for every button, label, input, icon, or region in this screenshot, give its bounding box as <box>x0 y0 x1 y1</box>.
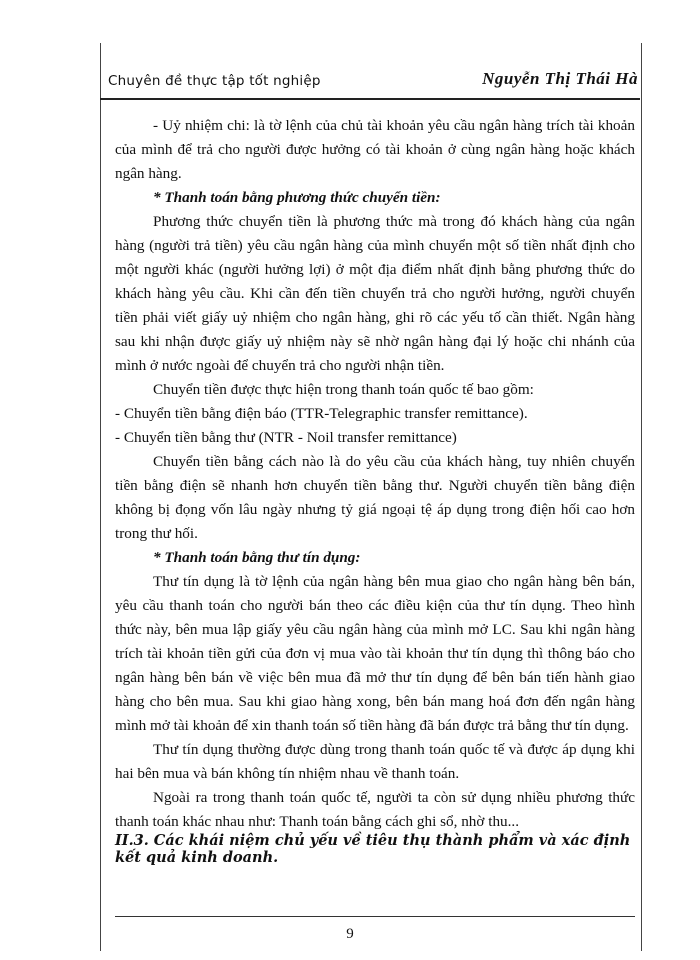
paragraph-remittance-types: Chuyển tiền được thực hiện trong thanh toán quốc tế bao gồm: <box>153 381 534 398</box>
header-title: Chuyên đề thực tập tốt nghiệp <box>108 73 321 89</box>
subheading-remittance: * Thanh toán bằng phương thức chuyển tiền: <box>153 189 441 206</box>
page-number: 9 <box>346 926 354 942</box>
document-body <box>115 114 635 834</box>
header-author: Nguyễn Thị Thái Hà <box>482 69 638 88</box>
paragraph-remittance-definition: Phương thức chuyển tiền là phương thức mà trong đó khách hàng của ngân hàng (người trả tiền) yêu cầu ngân hàng của mình chuyển một số tiền nhất định cho một người khác (người hưởng lợi) ở một địa điểm nhất định bằng phương thức do khách hàng yêu cầu. Khi cần đến tiền chuyển trả cho người hưởng, người chuyển tiền phải viết giấy uỷ nhiệm cho ngân hàng, ghi rõ các yếu tố cần thiết. Ngân hàng sau khi nhận được giấy uỷ nhiệm này sẽ nhờ ngân hàng đại lý hoặc chi nhánh của mình ở nước ngoài để chuyển trả cho người nhận tiền. <box>115 213 635 374</box>
paragraph-letter-of-credit-usage: Thư tín dụng thường được dùng trong thanh toán quốc tế và được áp dụng khi hai bên mua và bán không tín nhiệm nhau về thanh toán. <box>115 741 635 782</box>
paragraph-other-methods: Ngoài ra trong thanh toán quốc tế, người ta còn sử dụng nhiều phương thức thanh toán khác nhau như: Thanh toán bằng cách ghi sổ, nhờ thu... <box>115 789 635 830</box>
section-heading: II.3. Các khái niệm chủ yếu về tiêu thụ thành phẩm và xác định kết quả kinh doanh. <box>115 832 631 866</box>
footer-divider <box>115 916 635 917</box>
list-item-ttr: - Chuyển tiền bằng điện báo (TTR-Telegraphic transfer remittance). <box>115 405 528 422</box>
paragraph-remittance-comparison: Chuyển tiền bằng cách nào là do yêu cầu của khách hàng, tuy nhiên chuyển tiền bằng điện sẽ nhanh hơn chuyển tiền bằng thư. Người chuyển tiền bằng điện không bị đọng vốn lâu ngày nhưng tỷ giá ngoại tệ áp dụng trong điện hối cao hơn trong thư hối. <box>115 453 635 542</box>
paragraph-letter-of-credit: Thư tín dụng là tờ lệnh của ngân hàng bên mua giao cho ngân hàng bên bán, yêu cầu thanh toán cho người bán theo các điều kiện của thư tín dụng. Theo hình thức này, bên mua lập giấy yêu cầu ngân hàng của mình mở LC. Sau khi ngân hàng trích tài khoản tiền gửi của đơn vị mua vào tài khoản thư tín dụng thì thông báo cho ngân hàng bên bán về việc bên mua đã mở thư tín dụng để bên bán tiến hành giao hàng cho bên mua. Sau khi giao hàng xong, bên bán mang hoá đơn đến ngân hàng mình mở tài khoản để xin thanh toán số tiền hàng đã bán được trả bằng thư tín dụng. <box>115 573 635 734</box>
subheading-letter-of-credit: * Thanh toán bằng thư tín dụng: <box>153 549 361 566</box>
paragraph-payment-order: - Uỷ nhiệm chi: là tờ lệnh của chủ tài khoản yêu cầu ngân hàng trích tài khoản của mình để trả cho người được hưởng có tài khoản ở cùng ngân hàng hoặc khách ngân hàng. <box>115 117 635 182</box>
page-header <box>100 58 640 100</box>
list-item-ntr: - Chuyển tiền bằng thư (NTR - Noil transfer remittance) <box>115 429 457 446</box>
